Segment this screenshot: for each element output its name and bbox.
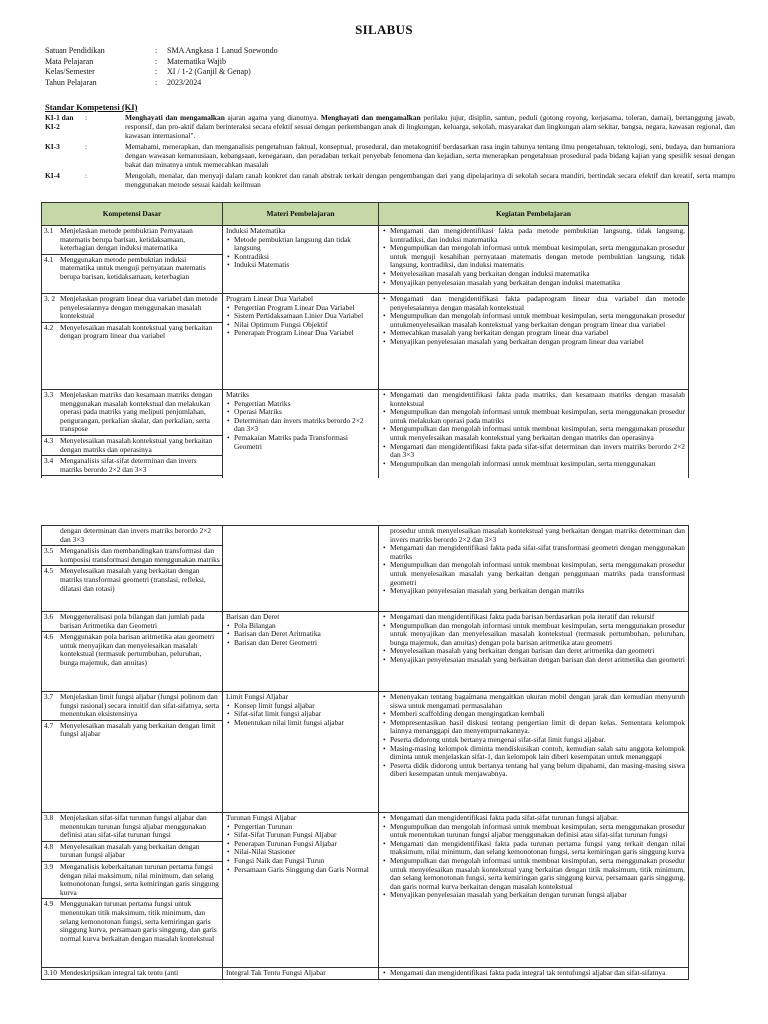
kd-number: 4.8	[44, 841, 54, 851]
kegiatan-item: • Mengamati dan mengidentifikasi fakta pada sifat-sifat transformasi geometri dengan menggunakan matriks	[390, 544, 685, 561]
kd-text: dengan determinan dan invers matriks berordo 2×2 dan 3×3	[60, 526, 212, 544]
kd-text: Menganalisis keberkaitanan turunan pertama fungsi dengan nilai maksimum, nilai minimum, dan selang kemonotonan fungsi, serta kemiringan garis singgung kurva	[60, 861, 219, 897]
identity-value: 2023/2024	[167, 77, 202, 87]
materi-list	[226, 304, 375, 338]
kompetensi-dasar-cell	[42, 526, 223, 612]
materi-heading: Turunan Fungsi Aljabar	[226, 813, 297, 822]
kegiatan-cell	[379, 692, 689, 813]
header-kegiatan-pembelajaran: Kegiatan Pembelajaran	[379, 203, 689, 226]
materi-list	[226, 400, 375, 452]
kd-number: 3.9	[44, 861, 54, 871]
header-kompetensi-dasar: Kompetensi Dasar	[42, 203, 223, 226]
kegiatan-list	[382, 227, 685, 287]
kegiatan-item: • Memberi scaffolding dengan mengingatkan kembali	[390, 710, 685, 719]
kegiatan-cell	[379, 813, 689, 968]
materi-item: • Determinan dan invers matriks berordo 2×2 dan 3×3	[234, 417, 375, 434]
materi-item: • Sifat-Sifat Turunan Fungsi Aljabar	[234, 831, 375, 840]
kompetensi-dasar-cell	[42, 294, 223, 390]
materi-cell	[223, 294, 379, 390]
identity-value: XI / 1-2 (Ganjil & Genap)	[167, 67, 251, 76]
kd-text: Menyelesaikan masalah yang berkaitan dengan matriks transformasi geometri (translasi, refleksi, dilatasi dan rotasi)	[60, 566, 206, 593]
kd-text: Menganalisis dan membandingkan transformasi dan komposisi transformasi dengan menggunakan matriks	[60, 546, 220, 564]
materi-list	[226, 823, 375, 875]
header-materi-pembelajaran: Materi Pembelajaran	[223, 203, 379, 226]
kegiatan-item: • Menyajikan penyelesaian masalah yang berkaitan dengan turunan fungsi aljabar	[390, 891, 685, 900]
materi-list	[226, 622, 375, 648]
kegiatan-cell	[379, 612, 689, 692]
table-row	[42, 526, 689, 612]
table-row	[42, 226, 689, 294]
kegiatan-cell	[379, 526, 689, 612]
materi-heading: Integral Tak Tentu Fungsi Aljabar	[226, 968, 326, 977]
kd-number: 3.8	[44, 813, 54, 822]
kegiatan-item: prosedur untuk menyelesaikan masalah kontekstual yang berkaitan dengan matriks determinan dan invers matriks berordo 2×2 dan 3×3	[390, 526, 685, 544]
kegiatan-item: • Mengumpulkan dan mengolah informasi untuk membuat kesimpulan, serta menggunakan prosedur untuk menyajikan dan menyelesaikan masalah kontekstual (termasuk pertumbuhan, peluruhan, bunga majemuk, dan anuitas) dengan pola barisan aritmetika atau geometri	[390, 622, 685, 648]
kegiatan-item: • Mengumpulkan dan mengolah informasi untuk membuat kesimpulan, serta menggunakan prosedur untuk menyelesaikan masalah yang berkaitan dengan penggunaan matriks pada transformasi geometri	[390, 561, 685, 587]
materi-heading: Limit Fungsi Aljabar	[226, 692, 288, 701]
kd-number: 4.7	[44, 720, 54, 730]
materi-item: • Sifat-sifat limit fungsi aljabar	[234, 710, 375, 719]
silabus-table-page-2	[41, 525, 689, 980]
kd-text: Mendeskripsikan integral tak tentu (anti	[60, 968, 179, 977]
identity-key: Kelas/Semester	[45, 67, 95, 76]
kegiatan-item: • Menyajikan penyelesaian masalah yang berkaitan dengan induksi matematika	[390, 279, 685, 288]
ki-text: Mengolah, menalar, dan menyaji dalam ranah konkret dan ranah abstrak terkait dengan pengembangan dari yang dipelajarinya di sekolah secara mandiri, bertindak secara efektif dan kreatif, serta mampu menggunakan metode sesuai kaidah keilmuan	[125, 171, 735, 190]
materi-list	[226, 236, 375, 270]
materi-item: • Metode pembuktian langsung dan tidak langsung	[234, 236, 375, 253]
materi-item: • Sistem Pertidaksamaan Linier Dua Variabel	[234, 312, 375, 321]
identity-row: Tahun Pelajaran : 2023/2024	[45, 77, 202, 87]
kegiatan-list	[382, 814, 685, 900]
kegiatan-item: • Menyajikan penyelesaian masalah yang berkaitan dengan matriks	[390, 587, 685, 596]
kd-number: 3.5	[44, 546, 54, 556]
materi-item: • Pemakaian Matriks pada Transformasi Geometri	[234, 434, 375, 451]
kd-item	[42, 968, 222, 979]
materi-item: • Menentukan nilai limit fungsi aljabar	[234, 719, 375, 728]
kompetensi-dasar-cell	[42, 612, 223, 692]
materi-item: • Operasi Matriks	[234, 408, 375, 417]
kd-text: Menyelesaikan masalah yang berkaitan dengan limit fungsi aljabar	[60, 720, 216, 739]
kd-text: Menggeneralisasi pola bilangan dan jumlah pada barisan Aritmetika dan Geometri	[60, 612, 205, 630]
kd-text: Menggunakan metode pembuktian induksi matematika untuk menguji pernyataan matematis berupa barisan, ketidaksamaan, keterbagian	[60, 254, 206, 281]
identity-value: SMA Angkasa 1 Lanud Soewondo	[167, 46, 278, 55]
kd-item	[42, 842, 222, 862]
materi-cell	[223, 968, 379, 980]
kd-text: Menggunakan turunan pertama fungsi untuk menentukan titik maksimum, titik minimum, dan selang kemonotonan fungsi, serta kemiringan garis singgung kurva, persamaan garis singgung, dan garis normal kurva berkaitan dengan masalah kontekstual	[60, 899, 217, 943]
kompetensi-dasar-cell	[42, 692, 223, 813]
identity-key: Satuan Pendidikan	[45, 46, 105, 55]
materi-item: • Nilai Optimum Fungsi Objektif	[234, 321, 375, 330]
kegiatan-list	[382, 969, 685, 978]
materi-item: • Kontradiksi	[234, 253, 375, 262]
kd-item	[42, 390, 222, 436]
kd-item	[42, 612, 222, 632]
identity-key: Tahun Pelajaran	[45, 77, 97, 87]
materi-item: • Persamaan Garis Singgung dan Garis Normal	[234, 866, 375, 875]
kd-number: 3.3	[44, 390, 54, 399]
materi-item: • Penerapan Program Linear Dua Variabel	[234, 329, 375, 338]
kd-item	[42, 813, 222, 842]
kegiatan-list	[382, 295, 685, 347]
materi-item: • Pengertian Program Linear Dua Variabel	[234, 304, 375, 313]
kd-item	[42, 456, 222, 476]
materi-cell	[223, 692, 379, 813]
kd-item	[42, 226, 222, 255]
materi-item: • Pola Bilangan	[234, 622, 375, 631]
page-gap	[0, 478, 768, 492]
kegiatan-list	[382, 391, 685, 468]
ki-text: Menghayati dan mengamalkan ajaran agama yang dianutnya. Menghayati dan mengamalkan perilaku jujur, disiplin, santun, peduli (gotong royong, kerjasama, toleran, damai), bertanggung jawab, responsif, dan pro-aktif dalam berinteraksi secara efektif sesuai dengan perkembangan anak di lingkungan, keluarga, sekolah, masyarakat dan lingkungan alam sekitar, bangsa, negara, kawasan regional, dan kawasan internasional".	[125, 113, 735, 141]
materi-item: • Pengertian Turunan	[234, 823, 375, 832]
kegiatan-item: • Mengamati dan mengidentifikasi fakta pada integral tak tentufungsi aljabar dan sifat-sifatnya	[390, 969, 685, 978]
kegiatan-item: • Mengumpulkan dan mengolah informasi untuk membuat kesimpulan, serta menggunakan prosedur untukmenyelesaikan masalah kontekstual yang berkaitan dengan program linear dua variabel	[390, 312, 685, 329]
kegiatan-item: • Mengamati dan mengidentifikasi fakta pada metode pembuktian langsung, tidak langsung, kontradiksi, dan induksi matematika	[390, 227, 685, 244]
kegiatan-list	[382, 613, 685, 665]
identity-row: Satuan Pendidikan : SMA Angkasa 1 Lanud Soewondo	[45, 46, 278, 55]
materi-item: • Barisan dan Deret Aritmatika	[234, 630, 375, 639]
materi-item: • Konsep limit fungsi aljabar	[234, 702, 375, 711]
kd-number: 4.9	[44, 899, 54, 909]
standar-kompetensi-heading: Standar Kompetensi (KI)	[45, 102, 138, 112]
materi-item: • Fungsi Naik dan Fungsi Turun	[234, 857, 375, 866]
kd-item	[42, 323, 222, 342]
identity-block	[45, 46, 278, 88]
kd-number: 4.1	[44, 254, 54, 264]
ki-label: KI-3	[45, 142, 60, 151]
kd-text: Menyelesaikan masalah kontekstual yang berkaitan dengan program linear dua variabel	[60, 322, 213, 341]
page-2	[0, 492, 768, 1024]
materi-list	[226, 702, 375, 728]
kompetensi-dasar-cell	[42, 968, 223, 980]
kegiatan-item: • Menyajikan penyelesaian masalah yang berkaitan dengan barisan dan deret aritmetika dan geometri	[390, 656, 685, 665]
kd-number: 3. 2	[44, 294, 56, 303]
kd-item	[42, 436, 222, 456]
ki-label: KI-1 dan KI-2	[45, 113, 74, 132]
materi-item: • Induksi Matematis	[234, 261, 375, 270]
document-title: SILABUS	[355, 22, 413, 37]
materi-heading: Matriks	[226, 390, 249, 399]
kd-text: Menjelaskan program linear dua variabel dan metode penyelesaiannya dengan menggunakan masalah kontekstual	[60, 294, 218, 321]
materi-cell	[223, 526, 379, 612]
materi-heading: Induksi Matematika	[226, 226, 286, 235]
kd-number: 3.1	[44, 226, 54, 235]
table-row	[42, 294, 689, 390]
kd-text: Menyelesaikan masalah kontekstual yang berkaitan dengan matriks dan operasinya	[60, 435, 213, 454]
kegiatan-item: • Mengamati dan mengidentifikasi fakta pada turunan pertama fungsi yang terkait dengan nilai maksimum, nilai minimum, dan selang kemonotonan fungsi, serta kemiringan garis singgung kurva	[390, 840, 685, 857]
kegiatan-item: • Menenyakan tentang bagaimana mengaitkan ukuran mobil dengan jarak dan kemudian menyuruh siswa untuk mengamati permasalahan	[390, 693, 685, 710]
kd-number: 4.2	[44, 322, 54, 332]
kd-item	[42, 566, 222, 594]
kd-number	[44, 527, 60, 544]
kegiatan-item: • Mengamati dan mengidentifikasi fakta padaprogram linear dua variabel dan metode penyelesaiannya dengan masalah kontekstual	[390, 295, 685, 312]
kegiatan-cell	[379, 294, 689, 390]
kd-item	[42, 632, 222, 668]
kd-number: 3.7	[44, 692, 54, 701]
kd-text: Menjelaskan sifat-sifat turunan fungsi aljabar dan menentukan turunan fungsi aljabar menggunakan definisi atau sifat-sifat turunan fungsi	[60, 813, 207, 840]
kd-text: Menjelaskan limit fungsi aljabar (fungsi polinom dan fungsi rasional) secara intuitif dan sifat-sifatnya, serta menentukan eksistensinya	[60, 692, 220, 719]
materi-heading: Barisan dan Deret	[226, 612, 280, 621]
materi-item: • Nilai-Nilai Stasioner	[234, 848, 375, 857]
page-1: SILABUS Satuan Pendidikan : SMA Angkasa 1 Lanud Soewondo Mata Pelajaran : Matematika Wajib Kelas/Semester : XI / 1-2 (Ganjil & Genap) Tahun Pelajaran : 2023/2024 Standar Kompetensi (KI) KI-1 dan KI-2 : Menghayati dan mengamalkan ajaran agama yang dianutnya. Menghayati dan mengamalkan perilaku jujur, disiplin, santun, peduli (gotong royong, kerjasama, toleran, damai), bertanggung jawab, responsif, dan pro-aktif dalam berinteraksi secara efektif sesuai dengan perkembangan anak di lingkungan, keluarga, sekolah, masyarakat dan lingkungan alam sekitar, bangsa, negara, kawasan regional, dan kawasan internasional". KI-3 : Memahami, menerapkan, dan menganalisis pengetahuan faktual, konseptual, prosedural, dan metakognitif berdasarkan rasa ingin tahunya tentang ilmu pengetahuan, teknologi, seni, budaya, dan humaniora dengan wawasan kemanusiaan, kebangsaan, kenegaraan, dan peradaban terkait penyebab fenomena dan kejadian, serta menerapkan pengetahuan prosedural pada bidang kajian yang spesifik sesuai dengan bakat dan minatnya untuk memecahkan masalah KI-4 : Mengolah, menalar, dan menyaji dalam ranah konkret dan ranah abstrak terkait dengan pengembangan dari yang dipelajarinya di sekolah secara mandiri, bertindak secara efektif dan kreatif, serta mampu menggunakan metode sesuai kaidah keilmuan Kompetensi Dasar Materi Pembelajaran Kegiatan Pembelajaran 3.1 Menjelaskan metode pembuktian Pernyataan matematis berupa barisan, ketidaksamaan, keterbagian dengan induksi matematika 4.1 Menggunakan metode pembuktian induksi matematika untuk menguji pernyataan matematis berupa barisan, ketidaksamaan, keterbagian Induksi Matematika • Metode pembuktian langsung dan tidak langsung • Kontradiksi • Induksi Matematis • Mengamati dan mengidentifikasi fakta pada metode pembuktian langsung, tidak langsung, kontradiksi, dan induksi matematika • Mengumpulkan dan mengolah informasi untuk membuat kesimpulan, serta menggunakan prosedur untuk menguji kesahihan pernyataan matematis dengan metode pembuktian langsung, tidak langsung, kontradiksi, dan induksi matematis • Menyelesaikan masalah yang berkaitan dengan induksi matematika • Menyajikan penyelesaian masalah yang berkaitan dengan induksi matematika 3. 2 Menjelaskan program linear dua variabel dan metode penyelesaiannya dengan menggunakan masalah kontekstual 4.2 Menyelesaikan masalah kontekstual yang berkaitan dengan program linear dua variabel Program Linear Dua Variabel • Pengertian Program Linear Dua Variabel • Sistem Pertidaksamaan Linier Dua Variabel • Nilai Optimum Fungsi Objektif • Penerapan Program Linear Dua Variabel • Mengamati dan mengidentifikasi fakta padaprogram linear dua variabel dan metode penyelesaiannya dengan masalah kontekstual • Mengumpulkan dan mengolah informasi untuk membuat kesimpulan, serta menggunakan prosedur untukmenyelesaikan masalah kontekstual yang berkaitan dengan program linear dua variabel • Memecahkan masalah yang berkaitan dengan program linear dua variabel • Menyajikan penyelesaian masalah yang berkaitan dengan program linear dua variabel 3.3 Menjelaskan matriks dan kesamaan matriks dengan menggunakan masalah kontekstual dan melakukan operasi pada matriks yang meliputi penjumlahan, pengurangan, perkalian skalar, dan perkalian, serta transpose 4.3 Menyelesaikan masalah kontekstual yang berkaitan dengan matriks dan operasinya 3.4 Menganalisis sifat-sifat determinan dan invers matriks berordo 2×2 dan 3×3 Matriks • Pengertian Matriks • Operasi Matriks • Determinan dan invers matriks berordo 2×2 dan 3×3 • Pemakaian Matriks pada Transformasi Geometri • Mengamati dan mengidentifikasi fakta pada matriks, dan kesamaan matriks dengan masalah kontekstual • Mengumpulkan dan mengolah informasi untuk membuat kesimpulan, serta menggunakan prosedur untuk melakukan operasi pada matriks • Mengumpulkan dan mengolah informasi untuk membuat kesimpulan, serta menggunakan prosedur untuk menyelesaikan masalah kontekstual yang berkaitan dengan matriks dan operasinya • Mengamati dan mengidentifikasi fakta pada sifat-sifat determinan dan invers matriks berordo 2×2 dan 3×3 • Mengumpulkan dan mengolah informasi untuk membuat kesimpulan, serta menggunakan	[0, 0, 768, 492]
table-row	[42, 813, 689, 968]
kegiatan-cell	[379, 968, 689, 980]
kegiatan-item: • Menyajikan penyelesaian masalah yang berkaitan dengan program linear dua variabel	[390, 338, 685, 347]
materi-item: • Barisan dan Deret Geometri	[234, 639, 375, 648]
kd-number: 4.5	[44, 566, 54, 576]
kegiatan-list	[382, 527, 685, 596]
kd-item	[42, 899, 222, 944]
kompetensi-dasar-cell	[42, 226, 223, 294]
ki-label: KI-4	[45, 171, 60, 180]
identity-value: Matematika Wajib	[167, 56, 226, 66]
kd-item	[42, 692, 222, 721]
kd-item	[42, 526, 222, 546]
kegiatan-item: • Mengumpulkan dan mengolah informasi untuk membuat kesimpulan, serta menggunakan	[390, 460, 685, 469]
kd-text: Menggunakan pola barisan aritmetika atau geometri untuk menyajikan dan menyelesaikan masalah kontekstual (termasuk pertumbuhan, peluruhan, bunga majemuk, dan anuitas)	[60, 632, 215, 667]
kegiatan-item: • Mengumpulkan dan mengolah informasi untuk membuat kesimpulan, serta menggunakan prosedur untuk menyelesaikan masalah kontekstual yang berkaitan dengan matriks dan operasinya	[390, 425, 685, 442]
kegiatan-item: • Memecahkan masalah yang berkaitan dengan program linear dua variabel	[390, 329, 685, 338]
materi-item: • Pengertian Matriks	[234, 400, 375, 409]
kd-number: 4.6	[44, 632, 54, 642]
kd-item	[42, 255, 222, 283]
kegiatan-item: • Peserta didorong untuk bertanya mengenai sifat-sifat limit fungsi aljabar.	[390, 736, 685, 745]
kd-item	[42, 294, 222, 323]
kegiatan-item: • Mengumpulkan dan mengolah informasi untuk membuat kesimpulan, serta menggunakan prosedur untuk melakukan operasi pada matriks	[390, 408, 685, 425]
table-row	[42, 692, 689, 813]
table-row	[42, 612, 689, 692]
kegiatan-item: • Mengumpulkan dan mengolah informasi untuk membuat kesimpulan, serta menggunakan prosedur untuk menentukan turunan fungsi aljabar menggunakan definisi atau sifat-sifat turunan fungsi	[390, 823, 685, 840]
kegiatan-item: • Mengamati dan mengidentifikasi fakta pada sifat-sifat determinan dan invers matriks berordo 2×2 dan 3×3	[390, 443, 685, 460]
kegiatan-item: • Masing-masing kelompok diminta mendiskusikan contoh, kemudian salah satu anggota kelompok diminta untuk menjelaskan sifat-1, dan kelompok lain diberi kesempatan untuk menanggapi	[390, 745, 685, 762]
kegiatan-cell	[379, 226, 689, 294]
kd-number: 3.6	[44, 612, 54, 621]
materi-heading: Program Linear Dua Variabel	[226, 294, 314, 303]
materi-cell	[223, 813, 379, 968]
kd-number: 4.3	[44, 435, 54, 445]
kegiatan-item: • Mengamati dan mengidentifikasi fakta pada matriks, dan kesamaan matriks dengan masalah kontekstual	[390, 391, 685, 408]
kegiatan-item: • Mengamati dan mengidentifikasi fakta pada barisan berdasarkan pola iteratif dan rekursif	[390, 613, 685, 622]
kegiatan-item: • Mengumpulkan dan mengolah informasi untuk membuat kesimpulan, serta menggunakan prosedur untuk menyelesaikan masalah kontekstual yang berkaitan dengan titik maksimum, titik minimum, dan selang kemonotonan fungsi, serta kemiringan garis singgung kurva, persamaan garis singgung, dan garis normal kurva berkaitan dengan masalah kontekstual	[390, 857, 685, 891]
kegiatan-item: • Mengumpulkan dan mengolah informasi untuk membuat kesimpulan, serta menggunakan prosedur untuk menguji kesahihan pernyataan matematis dengan metode pembuktian langsung, tidak langsung, kontradiksi, dan induksi matematis	[390, 244, 685, 270]
kegiatan-item: • Menyelesaikan masalah yang berkaitan dengan barisan dan deret aritmetika dan geometri	[390, 647, 685, 656]
materi-item: • Penerapan Turunan Fungsi Aljabar	[234, 840, 375, 849]
kompetensi-dasar-cell	[42, 813, 223, 968]
kegiatan-item: • Mengamati dan mengidentifikasi fakta pada sifat-sifat turunan fungsi aljabar.	[390, 814, 685, 823]
materi-cell	[223, 226, 379, 294]
kd-text: Menjelaskan matriks dan kesamaan matriks dengan menggunakan masalah kontekstual dan melakukan operasi pada matriks yang meliputi penjumlahan, pengurangan, perkalian skalar, dan perkalian, serta transpose	[60, 390, 213, 434]
kd-item	[42, 721, 222, 740]
identity-key: Mata Pelajaran	[45, 56, 94, 66]
kd-text: Menyelesaikan masalah yang berkaitan dengan turunan fungsi aljabar	[60, 841, 200, 860]
kd-number: 3.4	[44, 456, 54, 466]
kd-number: 3.10	[44, 968, 57, 977]
kegiatan-item: • Menyelesaikan masalah yang berkaitan dengan induksi matematika	[390, 270, 685, 279]
materi-cell	[223, 612, 379, 692]
identity-row: Mata Pelajaran : Matematika Wajib	[45, 56, 226, 66]
identity-row: Kelas/Semester : XI / 1-2 (Ganjil & Genap)	[45, 67, 251, 76]
ki-text: Memahami, menerapkan, dan menganalisis pengetahuan faktual, konseptual, prosedural, dan metakognitif berdasarkan rasa ingin tahunya tentang ilmu pengetahuan, teknologi, seni, budaya, dan humaniora dengan wawasan kemanusiaan, kebangsaan, kenegaraan, dan peradaban terkait penyebab fenomena dan kejadian, serta menerapkan pengetahuan prosedural pada bidang kajian yang spesifik sesuai dengan bakat dan minatnya untuk memecahkan masalah	[125, 142, 735, 170]
kegiatan-list	[382, 693, 685, 779]
kegiatan-item: • Mempresentasikan hasil diskusi tentang pengertian limit di depan kelas. Sementara kelompok lainnya menanggapi dan menyempurnakannya.	[390, 719, 685, 736]
kegiatan-item: • Peserta didik didorong untuk bertanya tentang hal yang belum dipahami, dan masing-masing siswa diberi kesempatan untuk menjawabnya.	[390, 762, 685, 779]
kd-item	[42, 546, 222, 566]
kd-text: Menganalisis sifat-sifat determinan dan invers matriks berordo 2×2 dan 3×3	[60, 456, 197, 474]
kd-item	[42, 862, 222, 899]
table-row	[42, 968, 689, 980]
kd-text: Menjelaskan metode pembuktian Pernyataan matematis berupa barisan, ketidaksamaan, keterbagian dengan induksi matematika	[60, 226, 193, 253]
silabus-table-page-1	[41, 202, 689, 494]
